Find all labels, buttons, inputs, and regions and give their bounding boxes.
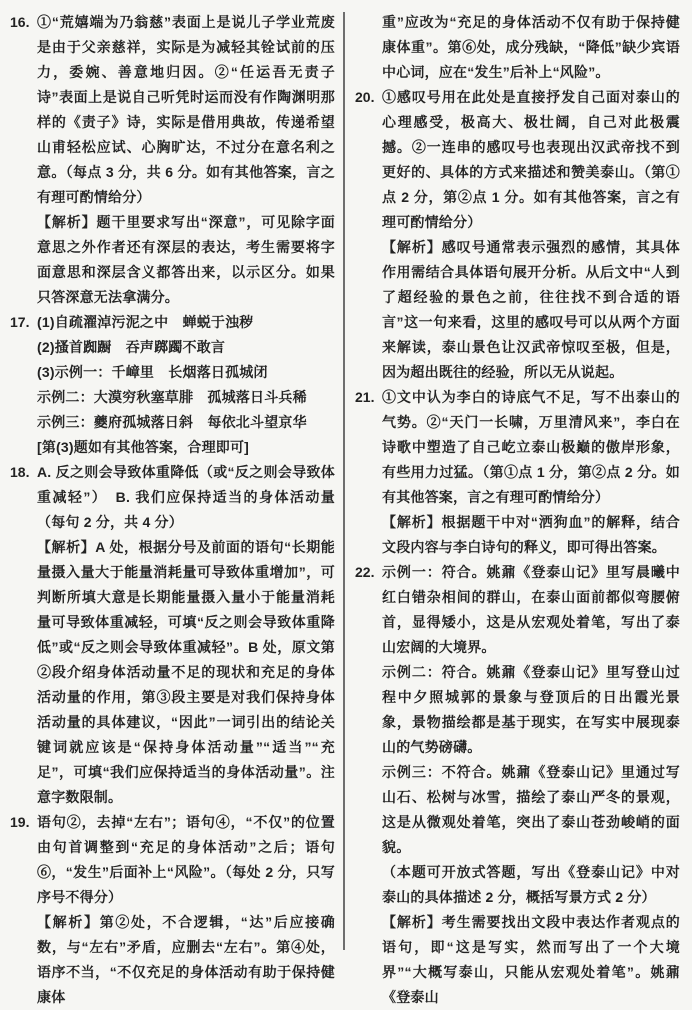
question-number: 18. [10, 464, 30, 480]
question-number: 19. [10, 814, 30, 830]
answer-paragraphs [382, 85, 680, 385]
answer-paragraph: ①感叹号用在此处是直接抒发自己面对泰山的心理感受，极高大、极壮阔，自己对此极震撼。②一连串的感叹号也表现出汉武帝找不到更好的、具体的方式来描述和赞美泰山。（第①点 2 分，第②点 1 分。如有其他答案，言之有理可酌情给分） [382, 89, 680, 230]
answer-paragraph: ①“荒嬉端为乃翁慈”表面上是说儿子学业荒废是由于父亲慈祥，实际是为减轻其铨试前的压力，委婉、善意地归因。②“任运吾无责子诗”表面上是说自己听凭时运而没有作陶渊明那样的《责子》诗，实际是借用典故，传递希望山甫轻松应试、心胸旷达，不过分在意名利之意。（每点 3 分，共 6 分。如有其他答案，言之有理可酌情给分） [37, 14, 335, 205]
answer-item [10, 460, 335, 810]
answer-paragraph: A. 反之则会导致体重降低（或“反之则会导致体重减轻”） B. 我们应保持适当的身体活动量（每句 2 分，共 4 分） [37, 464, 335, 530]
analysis-paragraph: 【解析】考生需要找出文段中表达作者观点的语句，即“这是写实，然而写出了一个大境界”“大概写泰山，只能从宏观处着笔”。姚鼐《登泰山 [382, 914, 680, 1005]
answer-paragraph: 语句②，去掉“左右”；语句④，“不仅”的位置由句首调整到“充足的身体活动”之后；语句⑥，“发生”后面补上“风险”。（每处 2 分，只写序号不得分） [37, 814, 335, 905]
question-number: 22. [355, 564, 375, 580]
right-column [345, 8, 688, 1005]
answer-paragraph: 示例三：夔府孤城落日斜 每依北斗望京华 [37, 414, 307, 430]
question-number: 21. [355, 389, 375, 405]
answer-paragraph: (2)搔首踟蹰 吞声踯躅不敢言 [37, 339, 226, 355]
answer-paragraph: （本题可开放式答题，写出《登泰山记》中对泰山的具体描述 2 分，概括写景方式 2 分） [382, 864, 680, 905]
answer-paragraph: 示例一：符合。姚鼐《登泰山记》里写晨曦中红白错杂相间的群山，在泰山面前都似弯腰俯首，显得矮小，这是从宏观处着笔，写出了泰山宏阔的大境界。 [382, 564, 680, 655]
answer-item [355, 85, 680, 385]
answer-paragraph: 示例二：大漠穷秋塞草腓 孤城落日斗兵稀 [37, 389, 307, 405]
analysis-paragraph: 【解析】感叹号通常表示强烈的感情，其具体作用需结合具体语句展开分析。从后文中“人到了超经验的景色之前，往往找不到合适的语言”这一句来看，这里的感叹号可以从两个方面来解读，泰山景色让汉武帝惊叹至极，但是，因为超出既往的经验，所以无从说起。 [382, 239, 680, 380]
answer-paragraphs [37, 310, 335, 460]
answer-paragraph: (1)自疏濯淖污泥之中 蝉蜕于浊秽 [37, 314, 254, 330]
answer-paragraphs [382, 385, 680, 560]
analysis-paragraph: 【解析】题干里要求写出“深意”，可见除字面意思之外作者还有深层的表达，考生需要将字面意思和深层含义都答出来，以示区分。如果只答深意无法拿满分。 [37, 214, 335, 305]
answer-item [10, 810, 335, 1010]
answer-paragraphs [37, 810, 335, 1010]
answer-paragraph: (3)示例一：千嶂里 长烟落日孤城闭 [37, 364, 268, 380]
answer-paragraphs [37, 10, 335, 310]
analysis-paragraph: 【解析】根据题干中对“洒狗血”的解释，结合文段内容与李白诗句的释义，即可得出答案。 [382, 514, 680, 555]
answer-paragraphs [382, 10, 680, 85]
question-number: 16. [10, 14, 30, 30]
question-number: 17. [10, 314, 30, 330]
answer-item [355, 10, 680, 85]
answer-paragraphs [37, 460, 335, 810]
analysis-paragraph: 【解析】第②处，不合逻辑，“达”后应接确数，与“左右”矛盾，应删去“左右”。第④处，语序不当，“不仅充足的身体活动有助于保持健康体 [37, 914, 335, 1005]
answer-paragraph: 示例二：符合。姚鼐《登泰山记》里写登山过程中夕照城郭的景象与登顶后的日出霞光景象，景物描绘都是基于现实，在写实中展现泰山的气势磅礴。 [382, 664, 680, 755]
answer-item [355, 560, 680, 1010]
left-column [6, 8, 343, 1005]
answer-paragraph: ①文中认为李白的诗底气不足，写不出泰山的气势。②“天门一长啸，万里清风来”，李白在诗歌中塑造了自己屹立泰山极巅的傲岸形象，有些用力过猛。（第①点 1 分，第②点 2 分。如有其他答案，言之有理可酌情给分） [382, 389, 680, 505]
answer-paragraphs [382, 560, 680, 1010]
answer-paragraph: [第(3)题如有其他答案，合理即可] [37, 439, 250, 455]
analysis-paragraph: 【解析】A 处，根据分号及前面的语句“长期能量摄入量大于能量消耗量可导致体重增加”，可判断所填大意是长期能量摄入量小于能量消耗量可导致体重减轻，可填“反之则会导致体重降低”或“反之则会导致体重减轻”。B 处，原文第②段介绍身体活动量不足的现状和充足的身体活动量的作用，第③段主要是对我们保持身体活动量的具体建议，“因此”一词引出的结论关键词就应该是“保持身体活动量”“适当”“充足”，可填“我们应保持适当的身体活动量”。注意字数限制。 [37, 539, 335, 805]
answer-item [10, 10, 335, 310]
answer-paragraph: 重”应改为“充足的身体活动不仅有助于保持健康体重”。第⑥处，成分残缺，“降低”缺少宾语中心词，应在“发生”后补上“风险”。 [382, 14, 680, 80]
answer-paragraph: 示例三：不符合。姚鼐《登泰山记》里通过写山石、松树与冰雪，描绘了泰山严冬的景观，这是从微观处着笔，突出了泰山苍劲峻峭的面貌。 [382, 764, 680, 855]
question-number: 20. [355, 89, 375, 105]
answer-item [10, 310, 335, 460]
answer-item [355, 385, 680, 560]
